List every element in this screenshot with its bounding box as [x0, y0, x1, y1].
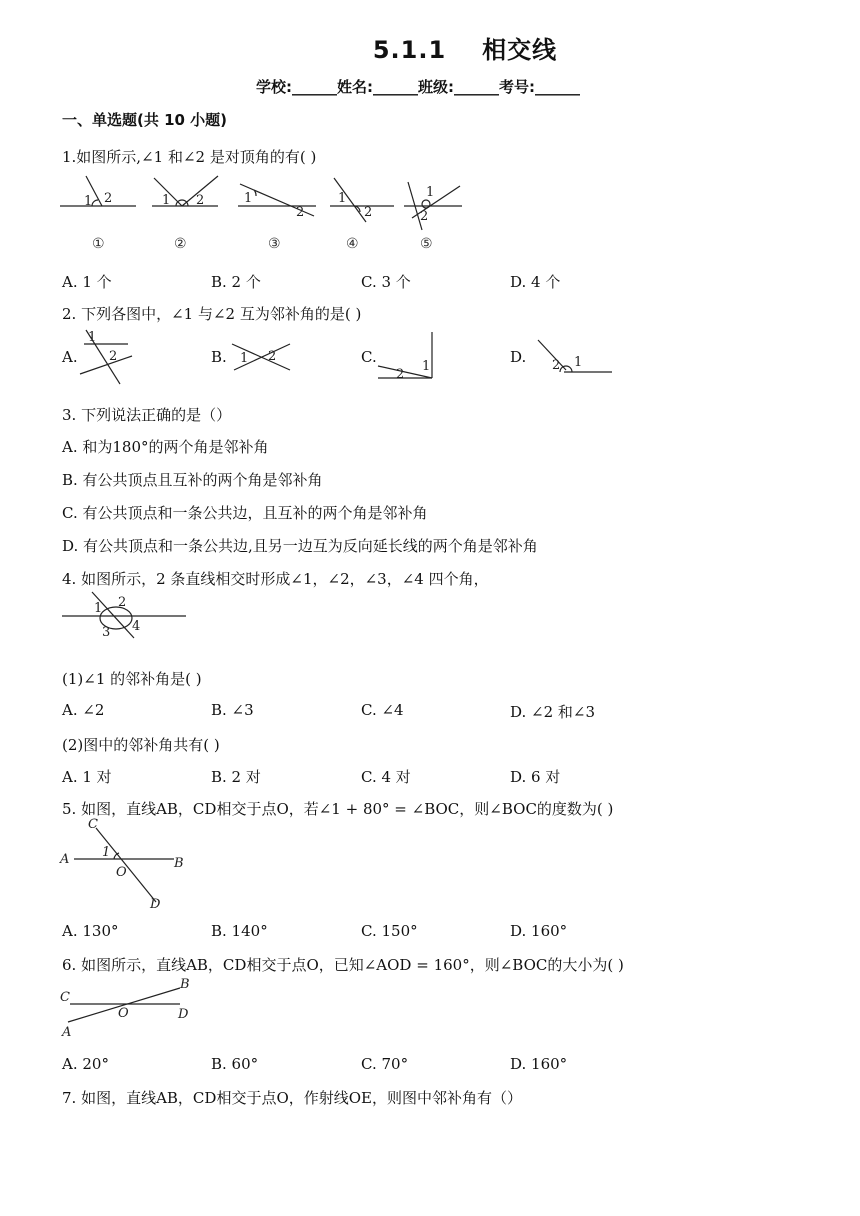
q4-sub2-option-b: B. 2 对	[211, 768, 261, 786]
q5-option-b: B. 140°	[211, 922, 268, 940]
header-fields: 学校:______姓名:______班级:______考号:______	[256, 78, 580, 96]
q6-label-d: D	[178, 1007, 189, 1022]
q1-f3-angle1: 1	[244, 191, 253, 206]
q5-label-c: C	[88, 817, 98, 832]
q2-a-angle1: 1	[88, 330, 97, 345]
q2-figures	[76, 326, 636, 388]
q4-sub2-option-c: C. 4 对	[361, 768, 411, 786]
q4-label-2: 2	[118, 595, 127, 610]
q3-option-a: A. 和为180°的两个角是邻补角	[62, 438, 269, 456]
q3-stem: 3. 下列说法正确的是（）	[62, 406, 232, 424]
q5-figure	[58, 816, 198, 912]
q4-label-4: 4	[132, 619, 141, 634]
q1-fig-label-1: ①	[92, 236, 105, 252]
q5-label-angle1: 1	[102, 845, 111, 860]
q2-b-angle1: 1	[240, 351, 249, 366]
q1-f1-angle2: 2	[104, 191, 113, 206]
q5-option-a: A. 130°	[62, 922, 119, 940]
q6-label-o: O	[118, 1006, 129, 1021]
q5-stem: 5. 如图，直线AB，CD相交于点O，若∠1 + 80° = ∠BOC，则∠BOC的度数为( )	[62, 800, 614, 818]
page-title	[0, 30, 860, 65]
q1-f5-angle2: 2	[420, 209, 429, 224]
title-name: 相交线	[482, 36, 558, 64]
q6-label-a: A	[62, 1025, 72, 1040]
q7-stem: 7. 如图，直线AB，CD相交于点O，作射线OE，则图中邻补角有（）	[62, 1089, 522, 1107]
q1-fig-label-5: ⑤	[420, 236, 433, 252]
q1-option-d: D. 4 个	[510, 273, 561, 291]
q6-option-a: A. 20°	[62, 1055, 109, 1073]
q4-sub2-option-d: D. 6 对	[510, 768, 561, 786]
q4-sub1-option-c: C. ∠4	[361, 701, 404, 719]
q6-figure	[58, 976, 198, 1040]
q1-option-a: A. 1 个	[62, 273, 112, 291]
q4-sub2: (2)图中的邻补角共有( )	[62, 736, 220, 754]
q6-label-b: B	[180, 977, 190, 992]
q6-stem: 6. 如图所示，直线AB，CD相交于点O，已知∠AOD = 160°，则∠BOC的大小为( )	[62, 956, 624, 974]
section-heading: 一、单选题(共 10 小题)	[62, 111, 228, 129]
q6-label-c: C	[60, 990, 70, 1005]
q2-letter-d: D.	[510, 348, 527, 366]
q2-letter-b: B.	[211, 348, 227, 366]
q1-option-c: C. 3 个	[361, 273, 411, 291]
q6-option-d: D. 160°	[510, 1055, 568, 1073]
q1-figures	[58, 172, 478, 256]
q5-label-d: D	[150, 897, 161, 912]
q4-sub1-option-a: A. ∠2	[62, 701, 105, 719]
q5-label-o: O	[116, 865, 127, 880]
q1-fig-label-2: ②	[174, 236, 187, 252]
q5-option-c: C. 150°	[361, 922, 418, 940]
q3-option-d: D. 有公共顶点和一条公共边,且另一边互为反向延长线的两个角是邻补角	[62, 537, 538, 555]
q2-c-angle2: 2	[396, 367, 405, 382]
q2-letter-a: A.	[62, 348, 78, 366]
title-code: 5.1.1	[372, 36, 447, 64]
q4-sub2-option-a: A. 1 对	[62, 768, 112, 786]
q1-option-b: B. 2 个	[211, 273, 261, 291]
q4-sub1-option-d: D. ∠2 和∠3	[510, 703, 596, 721]
q4-label-1: 1	[94, 601, 103, 616]
q1-stem: 1.如图所示,∠1 和∠2 是对顶角的有( )	[62, 148, 317, 166]
q1-f4-angle2: 2	[364, 205, 373, 220]
q4-sub1: (1)∠1 的邻补角是( )	[62, 670, 202, 688]
q5-label-b: B	[174, 856, 184, 871]
q1-f3-angle2: 2	[296, 205, 305, 220]
q2-c-angle1: 1	[422, 359, 431, 374]
q3-option-b: B. 有公共顶点且互补的两个角是邻补角	[62, 471, 323, 489]
q2-b-angle2: 2	[268, 349, 277, 364]
q2-d-angle2: 2	[552, 358, 561, 373]
q3-option-c: C. 有公共顶点和一条公共边，且互补的两个角是邻补角	[62, 504, 428, 522]
q5-option-d: D. 160°	[510, 922, 568, 940]
q1-fig-label-3: ③	[268, 236, 281, 252]
q4-stem: 4. 如图所示，2 条直线相交时形成∠1，∠2，∠3，∠4 四个角，	[62, 570, 489, 588]
q1-f5-angle1: 1	[426, 185, 435, 200]
q2-a-angle2: 2	[109, 349, 118, 364]
q2-stem: 2. 下列各图中，∠1 与∠2 互为邻补角的是( )	[62, 305, 362, 323]
q1-f2-angle1: 1	[162, 193, 171, 208]
q1-f2-angle2: 2	[196, 193, 205, 208]
q6-option-b: B. 60°	[211, 1055, 259, 1073]
q4-label-3: 3	[102, 625, 111, 640]
q1-fig-label-4: ④	[346, 236, 359, 252]
q1-f4-angle1: 1	[338, 191, 347, 206]
q4-sub1-option-b: B. ∠3	[211, 701, 254, 719]
q5-label-a: A	[60, 852, 70, 867]
q1-f1-angle1: 1	[84, 194, 93, 209]
q4-figure	[60, 588, 190, 644]
q2-letter-c: C.	[361, 348, 377, 366]
q6-option-c: C. 70°	[361, 1055, 409, 1073]
q2-d-angle1: 1	[574, 355, 583, 370]
